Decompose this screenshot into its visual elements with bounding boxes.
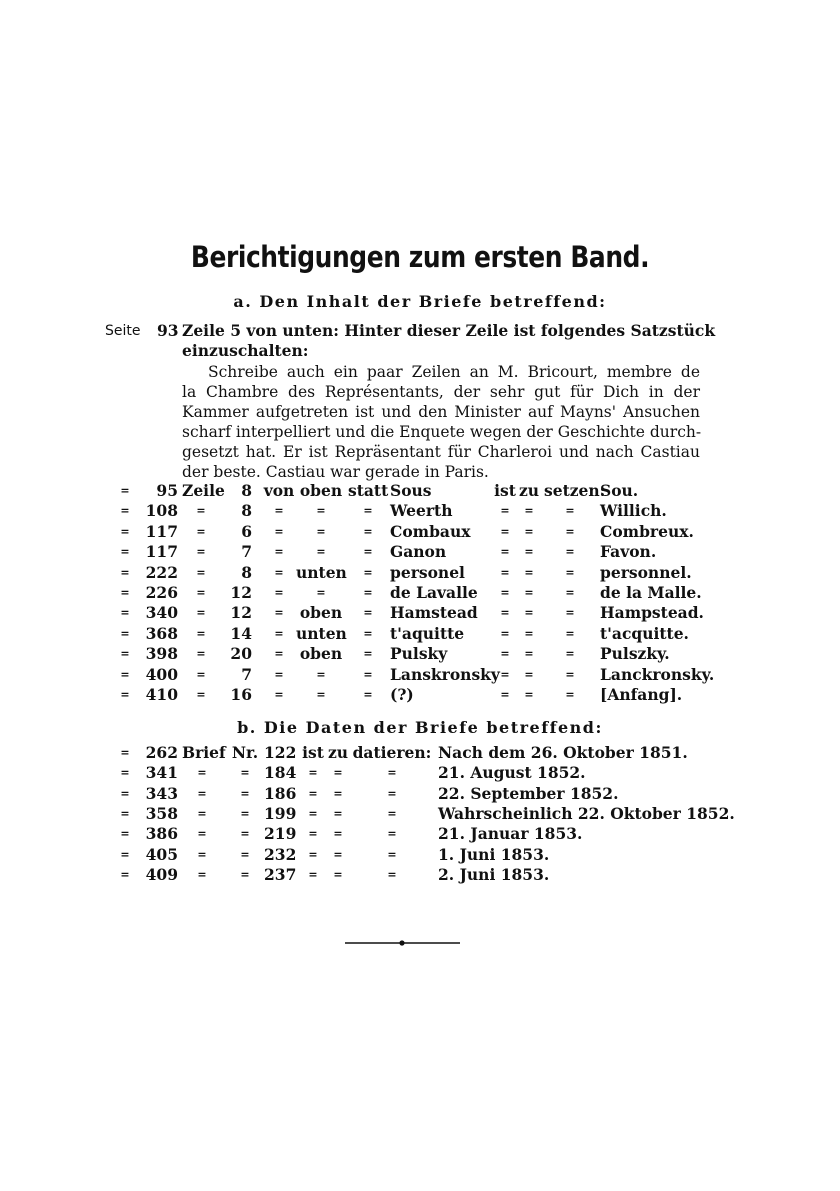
cell-zu: = (524, 688, 534, 701)
cell-pos: = (316, 504, 326, 518)
cell-pos: unten (296, 623, 347, 643)
cell-date: 21. August 1852. (438, 763, 586, 783)
cell-num: 6 (241, 521, 252, 541)
cell-seite: 117 (145, 542, 178, 562)
cell-q: = (120, 545, 130, 559)
cell-date: Wahrscheinlich 22. Oktober 1852. (438, 803, 735, 823)
cell-zeile: = (196, 504, 206, 518)
cell-brief: = (197, 847, 207, 861)
cell-wrong: Ganon (390, 542, 447, 562)
cell-statt: statt (348, 481, 389, 500)
cell-ist: = (308, 827, 318, 841)
cell-wrong: Sous (390, 481, 432, 500)
cell-brief: = (197, 867, 207, 881)
cell-num: 8 (241, 562, 252, 582)
cell-zu: = (333, 827, 343, 841)
cell-q: = (120, 827, 130, 841)
table-row (0, 542, 840, 562)
cell-num: 232 (264, 844, 297, 864)
cell-zeile: = (196, 545, 206, 559)
table-row (0, 665, 840, 685)
cell-ist: = (308, 867, 318, 881)
cell-wrong: Combaux (390, 521, 471, 541)
cell-von: = (274, 565, 284, 579)
seite-label: Seite (105, 323, 141, 339)
cell-setzen: = (565, 565, 575, 579)
cell-pos: oben (299, 603, 343, 623)
cell-von: = (274, 545, 284, 559)
cell-zu: = (524, 545, 534, 559)
cell-statt: = (363, 626, 373, 640)
cell-seite: 262 (145, 743, 178, 762)
cell-nr: Nr. (231, 743, 259, 762)
cell-setzen: setzen: (544, 481, 606, 500)
cell-ist: = (500, 524, 510, 538)
cell-von: von (263, 481, 295, 500)
cell-von: = (274, 524, 284, 538)
cell-zu: zu (327, 743, 349, 762)
correction-intro-line: Zeile 5 von unten: Hinter dieser Zeile ist folgendes Satzstück (182, 321, 716, 340)
cell-brief: = (197, 766, 207, 780)
cell-pos: = (316, 524, 326, 538)
table-row (0, 563, 840, 583)
cell-q: = (120, 565, 130, 579)
cell-statt: = (363, 586, 373, 599)
cell-ist: = (308, 847, 318, 861)
cell-pos: oben (299, 644, 343, 664)
cell-statt: = (363, 545, 373, 559)
cell-von: = (274, 667, 284, 681)
cell-ist: = (500, 586, 510, 599)
cell-ist: = (500, 504, 510, 518)
cell-brief: Brief (182, 743, 226, 762)
cell-seite: 95 (156, 481, 178, 500)
cell-q: = (120, 766, 130, 780)
cell-ist: = (500, 545, 510, 559)
cell-dat: = (387, 766, 397, 780)
cell-brief: = (197, 806, 207, 820)
cell-ist: = (500, 688, 510, 701)
cell-setzen: = (565, 626, 575, 640)
cell-num: 8 (241, 481, 252, 500)
cell-q: = (120, 606, 130, 620)
cell-von: = (274, 586, 284, 599)
cell-statt: = (363, 647, 373, 661)
cell-setzen: = (565, 688, 575, 701)
cell-statt: = (363, 688, 373, 701)
cell-zeile: = (196, 586, 206, 599)
cell-num: 7 (241, 542, 252, 562)
cell-seite: 398 (145, 644, 178, 664)
cell-wrong: Hamstead (390, 603, 478, 623)
cell-von: = (274, 626, 284, 640)
cell-right: personnel. (600, 562, 692, 582)
table-row (0, 644, 840, 664)
cell-ist: = (500, 626, 510, 640)
cell-num: 16 (230, 685, 252, 704)
cell-right: Willich. (600, 501, 667, 521)
cell-setzen: = (565, 667, 575, 681)
cell-right: Sou. (600, 481, 639, 500)
cell-setzen: = (565, 586, 575, 599)
cell-nr: = (240, 827, 250, 841)
cell-q: = (120, 867, 130, 881)
cell-num: 20 (230, 644, 252, 664)
table-row (0, 603, 840, 623)
cell-setzen: = (565, 545, 575, 559)
section-a-heading: a. Den Inhalt der Briefe betreffend: (233, 292, 607, 311)
cell-wrong: Weerth (390, 501, 453, 521)
cell-zu: = (524, 667, 534, 681)
cell-ist: = (500, 647, 510, 661)
cell-zu: = (524, 565, 534, 579)
cell-wrong: de Lavalle (390, 583, 478, 602)
cell-statt: = (363, 667, 373, 681)
cell-seite: 400 (145, 664, 178, 684)
table-row (0, 481, 840, 501)
quoted-passage-line: der beste. Castiau war gerade in Paris. (182, 463, 489, 481)
cell-q: = (120, 746, 130, 759)
cell-ist: = (500, 606, 510, 620)
cell-dat: = (387, 786, 397, 800)
cell-q: = (120, 647, 130, 661)
cell-pos: = (316, 545, 326, 559)
cell-ist: ist (494, 481, 516, 500)
cell-num: 8 (241, 501, 252, 521)
cell-ist: ist (302, 743, 324, 762)
cell-num: 184 (264, 763, 297, 783)
quoted-passage-line: Kammer aufgetreten ist und den Minister auf Mayns' Ansuchen (182, 403, 700, 421)
cell-date: 21. Januar 1853. (438, 824, 583, 844)
cell-setzen: = (565, 524, 575, 538)
cell-setzen: = (565, 504, 575, 518)
cell-q: = (120, 484, 130, 497)
cell-date: 2. Juni 1853. (438, 864, 550, 884)
cell-ist: = (308, 806, 318, 820)
cell-seite: 409 (145, 864, 178, 884)
cell-wrong: t'aquitte (390, 623, 465, 643)
cell-brief: = (197, 827, 207, 841)
cell-zu: = (333, 867, 343, 881)
cell-q: = (120, 786, 130, 800)
cell-num: 199 (264, 803, 297, 823)
table-row (0, 763, 840, 783)
cell-q: = (120, 524, 130, 538)
cell-pos: unten (296, 562, 347, 582)
cell-dat: datieren: (352, 743, 432, 762)
cell-zeile: Zeile (182, 481, 225, 500)
cell-von: = (274, 688, 284, 701)
cell-q: = (120, 688, 130, 701)
cell-num: 12 (230, 603, 252, 623)
table-row (0, 501, 840, 521)
cell-right: Pulszky. (600, 644, 670, 664)
cell-zu: zu (518, 481, 540, 500)
cell-dat: = (387, 847, 397, 861)
cell-ist: = (308, 766, 318, 780)
cell-num: 14 (230, 623, 252, 643)
cell-wrong: (?) (390, 685, 414, 704)
cell-ist: = (308, 786, 318, 800)
cell-zeile: = (196, 626, 206, 640)
cell-wrong: Pulsky (390, 644, 448, 664)
cell-statt: = (363, 504, 373, 518)
cell-nr: = (240, 847, 250, 861)
cell-zu: = (524, 524, 534, 538)
cell-seite: 117 (145, 521, 178, 541)
cell-right: Favon. (600, 542, 657, 562)
cell-dat: = (387, 806, 397, 820)
cell-zeile: = (196, 688, 206, 701)
cell-statt: = (363, 565, 373, 579)
cell-zu: = (333, 847, 343, 861)
table-row (0, 583, 840, 603)
cell-q: = (120, 806, 130, 820)
cell-q: = (120, 847, 130, 861)
cell-zu: = (333, 786, 343, 800)
cell-pos: = (316, 688, 326, 701)
cell-von: = (274, 504, 284, 518)
cell-zu: = (524, 586, 534, 599)
cell-seite: 358 (145, 803, 178, 823)
cell-zeile: = (196, 667, 206, 681)
cell-num: 219 (264, 824, 297, 844)
quoted-passage-line: la Chambre des Représentants, der sehr gut für Dich in der (182, 383, 700, 401)
ornament-rule-icon (345, 940, 460, 946)
cell-num: 122 (264, 743, 297, 762)
cell-ist: = (500, 565, 510, 579)
cell-brief: = (197, 786, 207, 800)
cell-statt: = (363, 524, 373, 538)
cell-seite: 343 (145, 783, 178, 803)
cell-zeile: = (196, 565, 206, 579)
cell-date: 22. September 1852. (438, 783, 619, 803)
table-row (0, 845, 840, 865)
cell-num: 12 (230, 583, 252, 602)
cell-wrong: personel (390, 562, 465, 582)
cell-seite: 340 (145, 603, 178, 623)
cell-dat: = (387, 867, 397, 881)
cell-zu: = (333, 806, 343, 820)
cell-statt: = (363, 606, 373, 620)
cell-right: [Anfang]. (600, 685, 683, 704)
section-b-heading: b. Die Daten der Briefe betreffend: (237, 718, 603, 737)
table-row (0, 865, 840, 885)
table-row (0, 804, 840, 824)
cell-zeile: = (196, 606, 206, 620)
cell-q: = (120, 504, 130, 518)
cell-dat: = (387, 827, 397, 841)
cell-seite: 410 (145, 685, 178, 704)
cell-nr: = (240, 806, 250, 820)
table-row (0, 784, 840, 804)
cell-q: = (120, 626, 130, 640)
cell-nr: = (240, 786, 250, 800)
cell-right: t'acquitte. (600, 623, 689, 643)
cell-right: Lanckronsky. (600, 664, 715, 684)
cell-nr: = (240, 766, 250, 780)
cell-right: Hampstead. (600, 603, 704, 623)
page-title: Berichtigungen zum ersten Band. (190, 240, 650, 274)
cell-zu: = (524, 606, 534, 620)
quoted-passage-line: Schreibe auch ein paar Zeilen an M. Bricourt, membre de (208, 363, 700, 381)
cell-nr: = (240, 867, 250, 881)
table-row (0, 743, 840, 763)
cell-seite: 341 (145, 763, 178, 783)
quoted-passage-line: gesetzt hat. Er ist Repräsentant für Charleroi und nach Castiau (182, 443, 700, 461)
cell-seite: 222 (145, 562, 178, 582)
cell-date: Nach dem 26. Oktober 1851. (438, 743, 688, 762)
cell-zu: = (524, 504, 534, 518)
cell-pos: = (316, 667, 326, 681)
cell-zeile: = (196, 647, 206, 661)
cell-date: 1. Juni 1853. (438, 844, 550, 864)
cell-seite: 226 (145, 583, 178, 602)
table-row (0, 824, 840, 844)
cell-ist: = (500, 667, 510, 681)
cell-right: de la Malle. (600, 583, 702, 602)
cell-wrong: Lanskronsky (390, 664, 500, 684)
cell-setzen: = (565, 606, 575, 620)
cell-right: Combreux. (600, 521, 694, 541)
cell-num: 186 (264, 783, 297, 803)
quoted-passage-line: scharf interpelliert und die Enquete wegen der Geschichte durch- (182, 423, 702, 441)
cell-pos: oben (299, 481, 343, 500)
table-row (0, 685, 840, 705)
table-row (0, 522, 840, 542)
cell-num: 237 (264, 864, 297, 884)
cell-zu: = (333, 766, 343, 780)
seite-number: 93 (157, 321, 179, 340)
cell-q: = (120, 586, 130, 599)
table-row (0, 624, 840, 644)
cell-seite: 108 (145, 501, 178, 521)
cell-zu: = (524, 647, 534, 661)
cell-seite: 368 (145, 623, 178, 643)
cell-setzen: = (565, 647, 575, 661)
cell-von: = (274, 606, 284, 620)
cell-zu: = (524, 626, 534, 640)
correction-intro-line-2: einzuschalten: (182, 341, 309, 360)
cell-pos: = (316, 586, 326, 599)
cell-zeile: = (196, 524, 206, 538)
cell-von: = (274, 647, 284, 661)
cell-seite: 386 (145, 824, 178, 844)
cell-num: 7 (241, 664, 252, 684)
cell-seite: 405 (145, 844, 178, 864)
cell-q: = (120, 667, 130, 681)
